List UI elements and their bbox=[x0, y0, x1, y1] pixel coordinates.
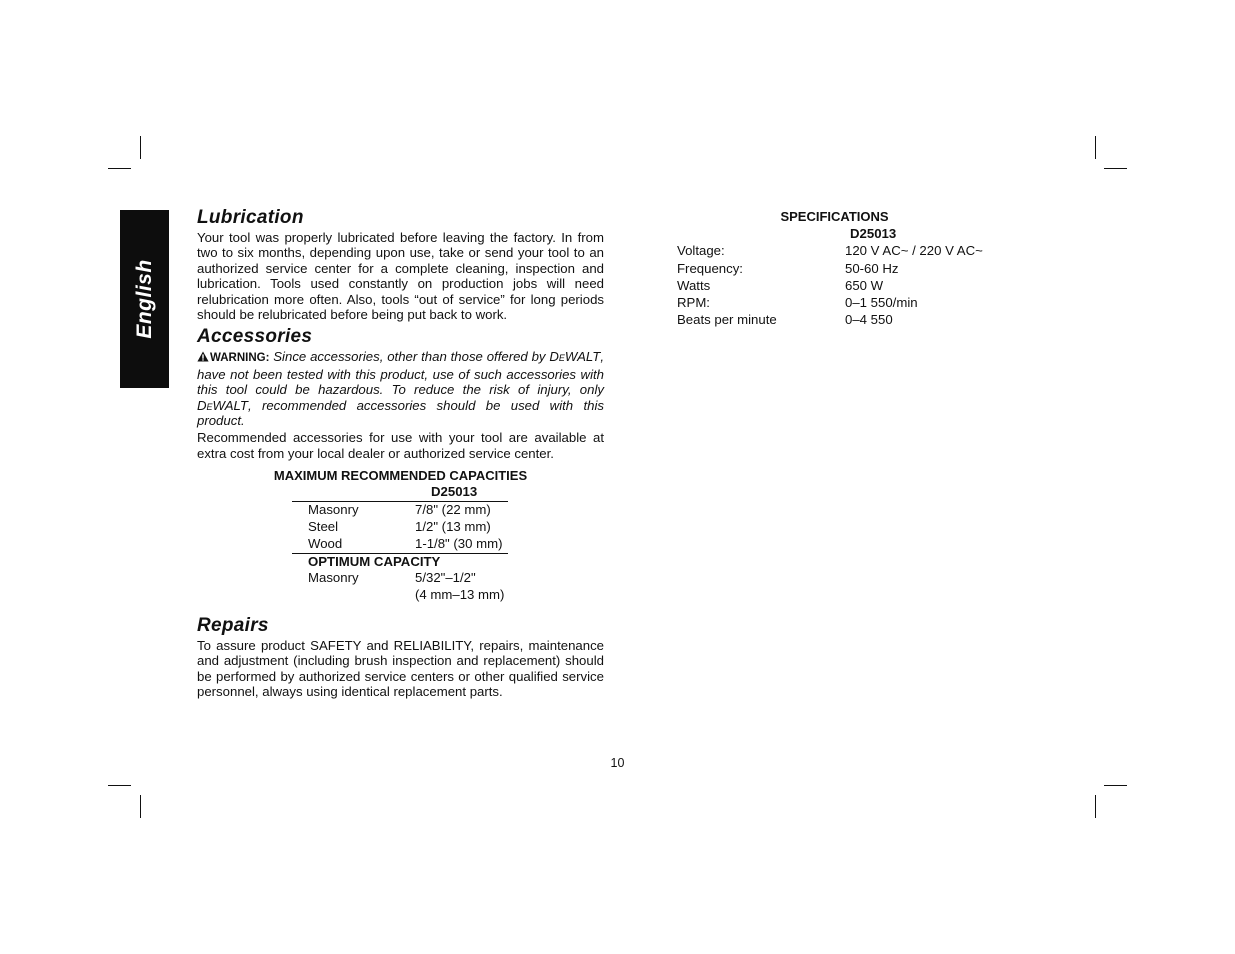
table-row bbox=[292, 502, 508, 519]
spec-label: Beats per minute bbox=[677, 312, 777, 328]
language-tab bbox=[120, 210, 169, 388]
capacity-value bbox=[415, 570, 508, 604]
crop-mark bbox=[108, 785, 131, 786]
repairs-heading: Repairs bbox=[197, 615, 269, 637]
crop-mark bbox=[1104, 785, 1127, 786]
crop-mark bbox=[1095, 136, 1096, 159]
table-row bbox=[292, 536, 508, 554]
spec-value: 0–1 550/min bbox=[845, 295, 918, 311]
warning-label: WARNING: bbox=[210, 352, 270, 365]
spec-value: 0–4 550 bbox=[845, 312, 893, 328]
capacity-material: Wood bbox=[308, 535, 343, 551]
specifications-model: D25013 bbox=[850, 226, 897, 242]
table-row bbox=[677, 277, 1007, 294]
spec-label: Frequency: bbox=[677, 260, 743, 276]
table-row bbox=[292, 570, 508, 604]
accessories-heading: Accessories bbox=[197, 326, 313, 348]
left-column bbox=[197, 206, 604, 700]
warning-text-1: Since accessories, other than those offered by bbox=[273, 349, 550, 365]
capacities-model: D25013 bbox=[292, 484, 508, 502]
table-row bbox=[677, 260, 1007, 277]
spec-label: Watts bbox=[677, 277, 711, 293]
capacity-value: 7/8" (22 mm) bbox=[415, 502, 491, 518]
capacities-table bbox=[292, 484, 508, 604]
crop-mark bbox=[1104, 168, 1127, 169]
warning-triangle-icon bbox=[197, 351, 209, 362]
capacity-material: Masonry bbox=[308, 502, 359, 518]
lubrication-text: Your tool was properly lubricated before leaving the factory. In from two to six months, depending upon use, take or send your tool to an authorized service center for a complete cleaning, inspection and lubrication. Tools used constantly on production jobs will need relubrication more often. Also, tools “out of service” for long periods should be relubricated before being put back to work. bbox=[197, 230, 604, 323]
optimum-capacity-title: OPTIMUM CAPACITY bbox=[308, 553, 441, 569]
language-tab-label: English bbox=[132, 259, 156, 339]
specifications-title: SPECIFICATIONS bbox=[780, 209, 889, 224]
table-row bbox=[292, 519, 508, 536]
capacity-material: Steel bbox=[308, 519, 339, 535]
warning-text-2: , have not been tested with this product, use of such accessories with this tool could be hazardous. To reduce the risk of injury, only bbox=[197, 349, 604, 398]
spec-value: 650 W bbox=[845, 277, 884, 293]
spec-label: Voltage: bbox=[677, 243, 725, 259]
spec-value: 120 V AC~ / 220 V AC~ bbox=[845, 243, 983, 259]
capacity-value: 1-1/8" (30 mm) bbox=[415, 535, 503, 551]
crop-mark bbox=[140, 795, 141, 818]
repairs-text: To assure product SAFETY and RELIABILITY, repairs, maintenance and adjustment (including brush inspection and replacement) should be performed by authorized service centers or other qualified service personnel, always using identical replacement parts. bbox=[197, 638, 604, 700]
table-row bbox=[677, 294, 1007, 311]
accessories-text: Recommended accessories for use with your tool are available at extra cost from your local dealer or authorized service center. bbox=[197, 430, 604, 461]
capacity-value: 1/2" (13 mm) bbox=[415, 519, 491, 535]
lubrication-heading: Lubrication bbox=[197, 207, 304, 228]
optimum-value-line2: (4 mm–13 mm) bbox=[415, 587, 505, 603]
crop-mark bbox=[1095, 795, 1096, 818]
warning-text-3: , recommended accessories should be used with this product. bbox=[197, 397, 604, 429]
brand-name: DeWALT bbox=[197, 397, 248, 413]
table-row bbox=[677, 242, 1007, 259]
accessories-warning bbox=[197, 349, 604, 428]
specifications-section bbox=[677, 208, 1007, 328]
crop-mark bbox=[108, 168, 131, 169]
page-number: 10 bbox=[610, 756, 625, 770]
optimum-value-line1: 5/32"–1/2" bbox=[415, 570, 476, 586]
spec-label: RPM: bbox=[677, 295, 710, 311]
capacity-material: Masonry bbox=[308, 570, 359, 586]
brand-name: DeWALT bbox=[549, 349, 601, 365]
capacities-title: MAXIMUM RECOMMENDED CAPACITIES bbox=[273, 468, 528, 484]
spec-value: 50-60 Hz bbox=[845, 260, 899, 276]
table-row bbox=[677, 311, 1007, 328]
crop-mark bbox=[140, 136, 141, 159]
